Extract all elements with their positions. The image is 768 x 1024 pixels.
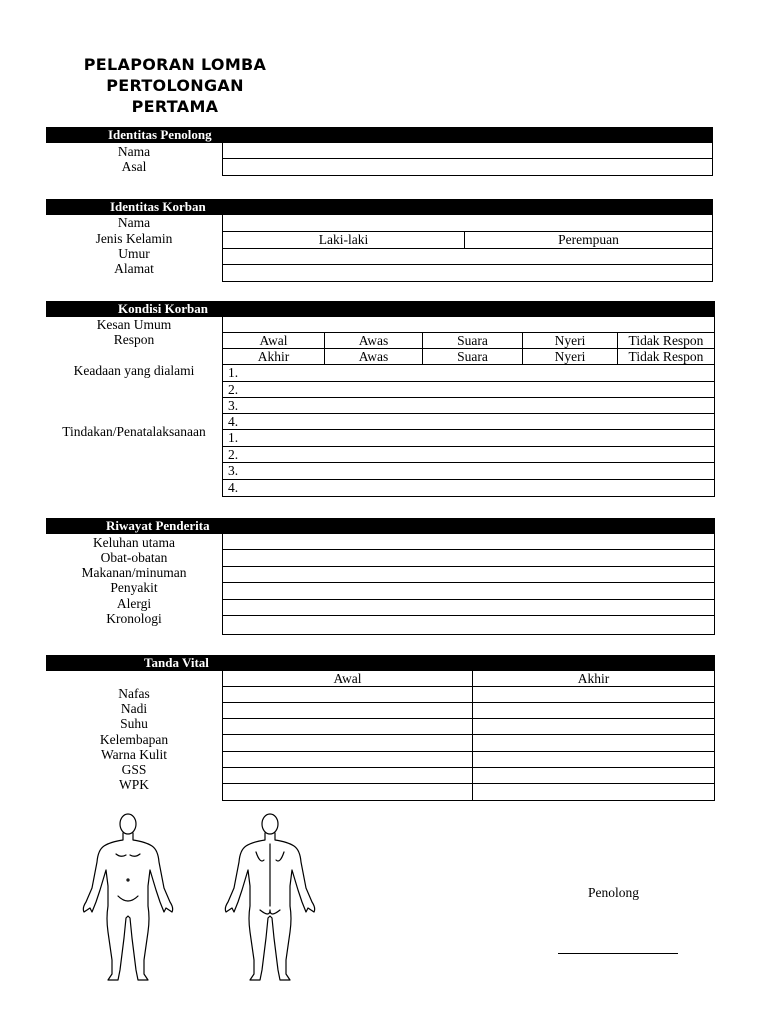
respon-akhir-tidak-respon[interactable]: Tidak Respon <box>628 349 704 364</box>
label-makanan-minuman: Makanan/minuman <box>81 565 187 580</box>
input-wpk-awal[interactable] <box>223 784 473 800</box>
label-kesan-umum: Kesan Umum <box>96 317 172 332</box>
label-nafas: Nafas <box>118 686 150 701</box>
korban-fields-box <box>222 215 713 282</box>
input-gss-awal[interactable] <box>223 768 473 783</box>
vital-row-nafas <box>223 687 714 703</box>
respon-awal-nyeri[interactable]: Nyeri <box>523 333 618 348</box>
signature-line[interactable] <box>558 953 678 954</box>
respon-akhir-nyeri[interactable]: Nyeri <box>523 349 618 364</box>
kondisi-fields-box <box>222 317 715 497</box>
label-gss: GSS <box>121 762 147 777</box>
input-warna-kulit-akhir[interactable] <box>473 752 714 767</box>
section-header-penolong <box>46 127 713 143</box>
section-title: Identitas Korban <box>110 199 206 214</box>
signature-label: Penolong <box>588 885 640 900</box>
input-keluhan-utama[interactable] <box>223 534 714 550</box>
gender-row <box>223 232 712 249</box>
tindakan-line-2[interactable] <box>223 447 714 463</box>
input-kelembapan-akhir[interactable] <box>473 735 714 751</box>
label-suhu: Suhu <box>120 716 148 731</box>
label-jenis-kelamin: Jenis Kelamin <box>95 231 173 246</box>
line-number: 1. <box>228 430 239 445</box>
option-laki-laki[interactable]: Laki-laki <box>223 232 465 248</box>
respon-awal-tidak-respon[interactable]: Tidak Respon <box>628 333 704 348</box>
input-suhu-awal[interactable] <box>223 719 473 734</box>
input-alergi[interactable] <box>223 600 714 616</box>
label-keadaan: Keadaan yang dialami <box>73 363 195 378</box>
label-nama-penolong: Nama <box>117 144 151 159</box>
label-alamat: Alamat <box>114 261 154 276</box>
column-akhir: Akhir <box>577 671 610 686</box>
vital-row-wpk <box>223 784 714 800</box>
label-tindakan: Tindakan/Penatalaksanaan <box>62 424 206 439</box>
input-nadi-akhir[interactable] <box>473 703 714 718</box>
vital-fields-box <box>222 671 715 801</box>
input-suhu-akhir[interactable] <box>473 719 714 734</box>
tindakan-line-3[interactable] <box>223 463 714 480</box>
input-wpk-akhir[interactable] <box>473 784 714 800</box>
vital-row-warna-kulit <box>223 752 714 768</box>
label-obat-obatan: Obat-obatan <box>100 550 168 565</box>
body-back-figure <box>220 810 320 986</box>
section-title: Riwayat Penderita <box>106 518 210 533</box>
section-header-korban <box>46 199 713 215</box>
vital-row-suhu <box>223 719 714 735</box>
input-warna-kulit-awal[interactable] <box>223 752 473 767</box>
label-warna-kulit: Warna Kulit <box>100 747 168 762</box>
input-penyakit[interactable] <box>223 583 714 600</box>
input-alamat[interactable] <box>223 265 712 281</box>
line-number: 2. <box>228 447 239 462</box>
label-nama-korban: Nama <box>117 215 151 230</box>
label-respon: Respon <box>113 332 155 347</box>
respon-awal-label: Awal <box>223 333 325 348</box>
tindakan-line-4[interactable] <box>223 480 714 496</box>
input-nama-penolong[interactable] <box>223 143 712 159</box>
section-title: Kondisi Korban <box>118 301 208 316</box>
line-number: 3. <box>228 398 239 413</box>
riwayat-fields-box <box>222 534 715 635</box>
option-perempuan[interactable]: Perempuan <box>558 232 619 247</box>
penolong-fields-box <box>222 143 713 176</box>
section-title: Identitas Penolong <box>108 127 212 142</box>
label-asal: Asal <box>121 159 147 174</box>
vital-row-nadi <box>223 703 714 719</box>
input-gss-akhir[interactable] <box>473 768 714 783</box>
line-number: 4. <box>228 414 239 429</box>
vital-row-kelembapan <box>223 735 714 752</box>
input-nafas-awal[interactable] <box>223 687 473 702</box>
input-kelembapan-awal[interactable] <box>223 735 473 751</box>
label-wpk: WPK <box>119 777 149 792</box>
line-number: 3. <box>228 463 239 478</box>
section-header-riwayat <box>46 518 715 534</box>
section-title: Tanda Vital <box>144 655 209 670</box>
keadaan-line-3[interactable] <box>223 398 714 414</box>
respon-awal-awas[interactable]: Awas <box>325 333 423 348</box>
line-number: 1. <box>228 365 239 380</box>
keadaan-line-2[interactable] <box>223 382 714 398</box>
respon-akhir-awas[interactable]: Awas <box>325 349 423 364</box>
section-header-kondisi <box>46 301 715 317</box>
input-kronologi[interactable] <box>223 616 714 634</box>
column-awal: Awal <box>223 671 473 686</box>
label-keluhan-utama: Keluhan utama <box>92 535 176 550</box>
keadaan-line-1[interactable] <box>223 365 714 382</box>
line-number: 4. <box>228 480 239 495</box>
line-number: 2. <box>228 382 239 397</box>
label-umur: Umur <box>118 246 150 261</box>
label-kronologi: Kronologi <box>106 611 162 626</box>
respon-akhir-suara[interactable]: Suara <box>423 349 523 364</box>
label-penyakit: Penyakit <box>110 580 158 595</box>
body-front-figure <box>78 810 178 986</box>
form-title: PELAPORAN LOMBA PERTOLONGAN PERTAMA <box>83 55 267 116</box>
label-nadi: Nadi <box>120 701 148 716</box>
keadaan-line-4[interactable] <box>223 414 714 430</box>
vital-header-row <box>223 671 714 687</box>
respon-row-akhir <box>223 349 714 365</box>
respon-row-awal <box>223 333 714 349</box>
input-asal[interactable] <box>223 159 712 175</box>
input-kesan-umum[interactable] <box>223 317 714 333</box>
vital-row-gss <box>223 768 714 784</box>
label-kelembapan: Kelembapan <box>99 732 169 747</box>
input-makanan-minuman[interactable] <box>223 567 714 583</box>
label-alergi: Alergi <box>116 596 152 611</box>
respon-awal-suara[interactable]: Suara <box>423 333 523 348</box>
input-nafas-akhir[interactable] <box>473 687 714 702</box>
section-header-vital <box>46 655 715 671</box>
respon-akhir-label: Akhir <box>223 349 325 364</box>
input-obat-obatan[interactable] <box>223 550 714 567</box>
input-nama-korban[interactable] <box>223 215 712 232</box>
input-nadi-awal[interactable] <box>223 703 473 718</box>
tindakan-line-1[interactable] <box>223 430 714 447</box>
input-umur[interactable] <box>223 249 712 265</box>
